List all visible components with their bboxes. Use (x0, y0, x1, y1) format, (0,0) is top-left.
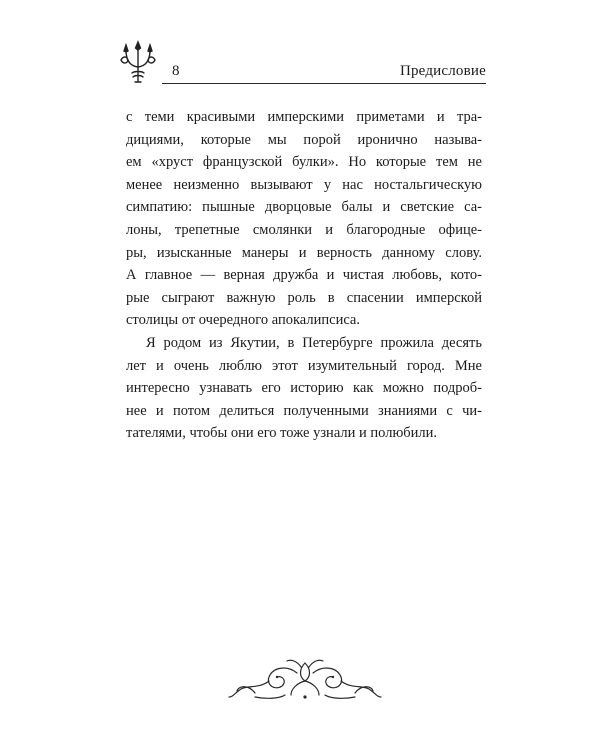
text-line: Я родом из Якутии, в Петербурге прожила десять (146, 334, 482, 351)
text-line: столицы от очередного апокалипсиса. (126, 312, 360, 329)
text-line: менее неизменно вызывают у нас ностальгическую (126, 176, 482, 193)
text-line: симпатию: пышные дворцовые балы и светские са- (126, 199, 482, 216)
text-line: ем «хруст французской булки». Но которые тем не (126, 154, 482, 171)
text-line: тателями, чтобы они его тоже узнали и полюбили. (126, 425, 438, 442)
text-line: нее и потом делиться полученными знаниями с чи- (126, 402, 482, 419)
running-title: Предисловие (399, 63, 486, 79)
page-number: 8 (172, 63, 180, 79)
text-line: А главное — верная дружба и чистая любовь, кото- (126, 267, 482, 284)
text-line: с теми красивыми имперскими приметами и тра- (126, 109, 482, 125)
text-line: рые сыграют важную роль в спасении имперской (126, 289, 482, 306)
page-header (118, 40, 486, 84)
trident-icon (118, 40, 158, 84)
header-rule (162, 83, 486, 84)
text-line: ры, изысканные манеры и верность данному слову. (126, 244, 482, 261)
paragraph (126, 332, 482, 445)
text-line: лоны, трепетные смолянки и благородные офице- (126, 221, 482, 238)
text-line: дициями, которые мы порой иронично называ- (126, 131, 482, 148)
paragraph (126, 106, 482, 332)
text-line: интересно узнавать его историю как можно подроб- (126, 380, 482, 397)
text-line: лет и очень люблю этот изумительный город. Мне (126, 357, 482, 374)
flourish-ornament-icon (225, 655, 385, 703)
body-text (126, 106, 482, 445)
